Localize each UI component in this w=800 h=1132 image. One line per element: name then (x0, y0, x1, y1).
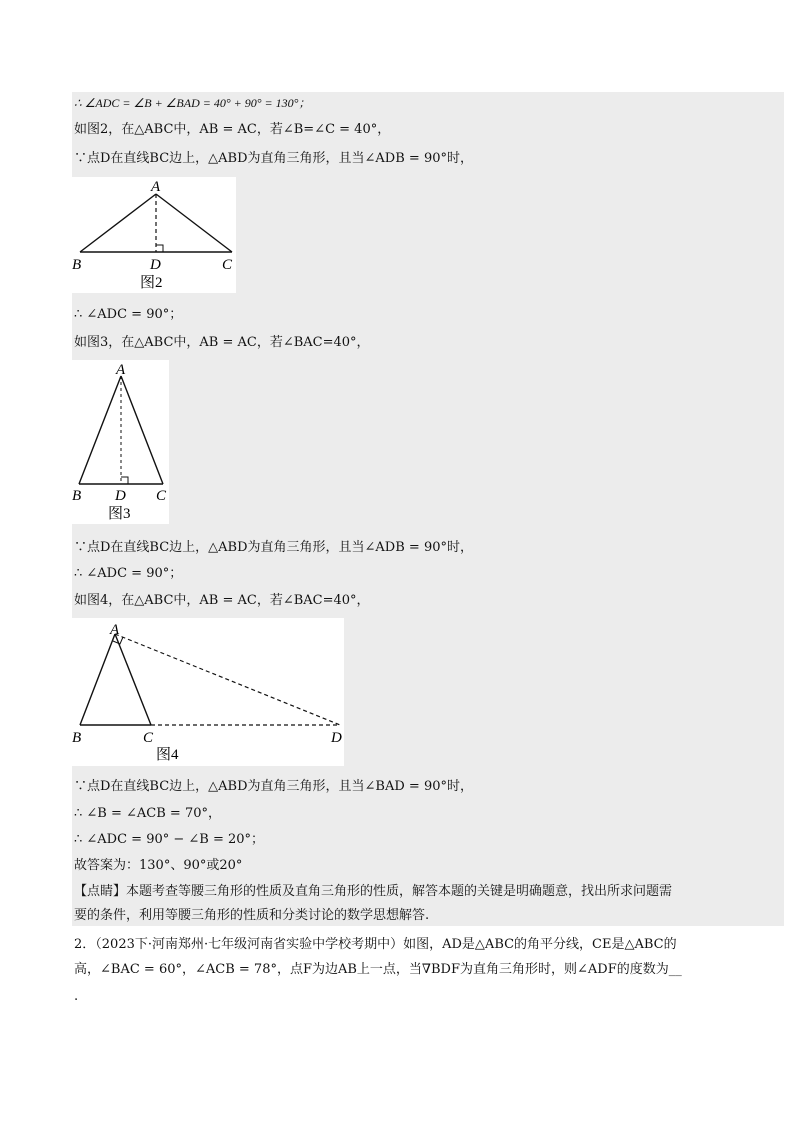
solution-line-1: ∴ ∠ADC = ∠B + ∠BAD = 40° + 90° = 130°； (74, 96, 311, 110)
comment-line-1: 【点睛】本题考查等腰三角形的性质及直角三角形的性质，解答本题的关键是明确题意，找出所求问题需 (74, 884, 673, 899)
fig2-label-a: A (151, 179, 161, 195)
solution-line-3: ∵点D在直线BC边上，△ABD为直角三角形，且当∠ADB = 90°时， (74, 151, 473, 166)
fig3-label-b: B (72, 488, 82, 504)
solution-line-10: ∴ ∠B = ∠ACB = 70°， (74, 806, 221, 821)
solution-line-6: ∵点D在直线BC边上，△ABD为直角三角形，且当∠ADB = 90°时， (74, 540, 473, 555)
fig4-label-b: B (72, 730, 82, 746)
comment-line-2: 要的条件，利用等腰三角形的性质和分类讨论的数学思想解答. (74, 908, 430, 923)
answer-line: 故答案为：130°、90°或20° (74, 858, 243, 873)
question-2-line-1: 2．（2023下·河南郑州·七年级河南省实验中学校考期中）如图，AD是△ABC的角平分线，CE是△ABC的 (74, 937, 677, 952)
fig4-label-a: A (110, 622, 120, 638)
fig3-right-angle-mark (121, 477, 128, 484)
fig4-segment-ac (115, 634, 151, 725)
figure-2 (72, 177, 236, 293)
solution-line-7: ∴ ∠ADC = 90°； (74, 566, 183, 581)
figure-2-diagram (72, 177, 236, 293)
fig3-label-a: A (116, 362, 126, 378)
fig2-segment-ac (156, 194, 232, 252)
fig2-label-c: C (222, 257, 233, 273)
solution-line-2: 如图2，在△ABC中，AB = AC，若∠B=∠C = 40°， (74, 122, 391, 137)
fig4-segment-ab (80, 634, 115, 725)
fig2-segment-ab (80, 194, 156, 252)
solution-line-4: ∴ ∠ADC = 90°； (74, 307, 183, 322)
question-2-line-3: . (74, 989, 79, 1004)
figure-3-diagram (72, 360, 169, 524)
fig4-segment-ad (115, 634, 340, 725)
figure-4-diagram (72, 618, 344, 766)
fig3-caption: 图3 (108, 506, 131, 522)
fig3-segment-ac (121, 376, 163, 484)
figure-4 (72, 618, 344, 766)
fig4-label-d: D (331, 730, 342, 746)
solution-line-9: ∵点D在直线BC边上，△ABD为直角三角形，且当∠BAD = 90°时， (74, 779, 473, 794)
fig3-label-d: D (115, 488, 126, 504)
fig4-label-c: C (143, 730, 154, 746)
fig2-caption: 图2 (140, 275, 163, 291)
solution-line-8: 如图4，在△ABC中，AB = AC，若∠BAC=40°， (74, 593, 370, 608)
fig4-caption: 图4 (156, 747, 179, 763)
figure-3 (72, 360, 169, 524)
solution-line-5: 如图3，在△ABC中，AB = AC，若∠BAC=40°， (74, 335, 370, 350)
fig3-segment-ab (79, 376, 121, 484)
solution-line-11: ∴ ∠ADC = 90° − ∠B = 20°； (74, 832, 265, 847)
question-2-line-2: 高，∠BAC = 60°，∠ACB = 78°，点F为边AB上一点，当∇BDF为直角三角形时，则∠ADF的度数为__ (74, 962, 682, 977)
fig2-label-b: B (72, 257, 82, 273)
fig3-label-c: C (156, 488, 167, 504)
fig2-label-d: D (150, 257, 161, 273)
fig2-right-angle-mark (156, 245, 163, 252)
